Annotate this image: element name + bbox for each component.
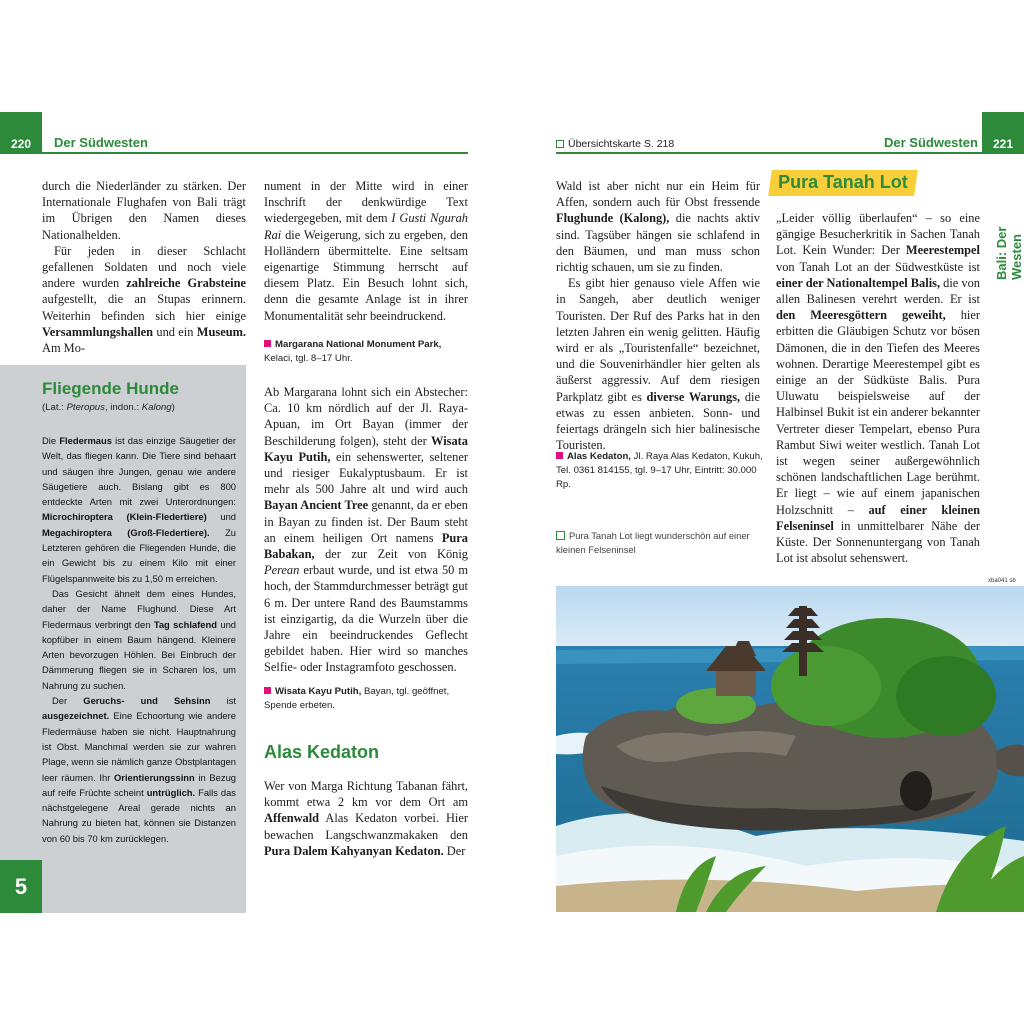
info-name: Alas Kedaton, [567, 451, 631, 462]
paragraph: Wer von Marga Richtung Tabanan fährt, kommt etwa 2 km vor dem Ort am Affenwald Alas Kedaton vorbei. Hier bewachen Langschwanzmakaken den Pura Dalem Kahyanyan Kedaton. Der [264, 779, 468, 858]
paragraph: „Leider völlig überlaufen“ – so eine gängige Besucherkritik in Sachen Tanah Lot. Kein Wunder: Der Meerestempel von Tanah Lot an der Südwestküste ist einer der Nationaltempel Balis, die von allen Balinesen verehrt werden. Er ist den Meeresgöttern geweiht, hier erbitten die Gläubigen Schutz vor bösen Dämonen, die in den Tiefen des Meeres wohnen. Derartige Meerestempel gibt es einige an der Südküste Balis. Pura Uluwatu beispielsweise auf der Halbinsel Bukit ist ein anderer bekannter Vertreter dieser Tempelart, ebenso Pura Rambut Siwi weiter westlich. Tanah Lot ist wegen seiner außergewöhnlich schönen landschaftlichen Lage berühmt. Er liegt – wie auf einem japanischen Holzschnitt – auf einer kleinen Felseninsel in unmittelbarer Nähe der Küste. Der Sonnenuntergang von Tanah Lot ist absolut sehenswert. [776, 211, 980, 566]
box-body [42, 433, 236, 846]
paragraph: durch die Niederländer zu stärken. Der Internationale Flughafen von Bali trägt im Übrigen den Namen dieses Nationalhelden. [42, 179, 246, 242]
info-alas-kedaton [556, 450, 764, 492]
right-col2-text [776, 210, 980, 566]
info-details: Jl. Raya Alas Kedaton, Kukuh, Tel. 0361 814155, tgl. 9–17 Uhr, Eintritt: 30.000 Rp. [556, 451, 763, 490]
side-section-tab: Bali: Der Westen [994, 226, 1024, 280]
left-col2-text-3 [264, 778, 468, 859]
page-number-right [982, 112, 1024, 154]
cave-opening [900, 771, 932, 811]
photo-tanah-lot [556, 586, 1024, 912]
info-margarana [264, 338, 468, 366]
photo-credit: xba041 sb [988, 578, 1016, 584]
info-name: Margarana National Monument Park, [275, 339, 442, 350]
header-rule-left [42, 152, 468, 154]
info-marker-icon [264, 687, 271, 694]
highlight-heading-text: Pura Tanah Lot [778, 172, 908, 192]
page-number-right-text: 221 [992, 137, 1014, 151]
box-paragraph: Der Geruchs- und Sehsinn ist ausgezeichnet. Eine Echoortung wie andere Fledermäuse haben sie nicht. Hauptnahrung ist Obst. Manchmal werden sie zur wahren Plage, wenn sie nämlich ganze Obstplantagen leer räumen. Ihr Orientierungssinn in Bezug auf reife Früchte scheint untrüglich. Falls das nächstgelegene Areal gerade nichts an Nahrung zu bieten hat, können sie Distanzen von 60 bis 70 km zurücklegen. [42, 695, 237, 844]
left-col2-text-2 [264, 384, 468, 676]
caption-arrow-icon [556, 531, 565, 540]
page-number-left [0, 112, 42, 154]
map-icon [556, 140, 564, 148]
highlight-heading-tanah-lot [768, 170, 917, 196]
left-col1-text [42, 178, 246, 356]
photo-caption [556, 529, 756, 557]
tree-canopy-3 [896, 656, 996, 736]
right-col1-text [556, 178, 760, 453]
box-title: Fliegende Hunde [42, 379, 179, 398]
info-box-flying-foxes [0, 365, 246, 913]
box-subtitle: (Lat.: Pteropus, indon.: Kalong) [42, 402, 175, 413]
paragraph: Für jeden in dieser Schlacht gefallenen Soldaten und noch viele andere wurden zahlreiche Grabsteine aufgestellt, die an Stupas erinnern. Weiterhin befinden sich hier einige Versammlungshallen und ein Museum. Am Mo- [42, 243, 246, 356]
page-number-left-text: 220 [10, 137, 32, 151]
chapter-number: 5 [14, 873, 28, 899]
header-title-right: Der Südwesten [884, 135, 978, 150]
paragraph: Ab Margarana lohnt sich ein Abstecher: Ca. 10 km nördlich auf der Jl. Raya-Apuan, im Ort Bayan (immer der Beschilderung folgen), steht der Wisata Kayu Putih, ein sehenswerter, seltener und riesiger Eukalyptusbaum. Er ist mehr als 500 Jahre alt und wird auch Bayan Ancient Tree genannt, da er eben in Bayan zu finden ist. Der Baum steht an einem heiligen Ort namens Pura Babakan, der zur Zeit von König Perean erbaut wurde, und ist etwa 50 m hoch, der Stammdurchmesser beträgt gut 6 m. Der untere Rand des Baumstamms ist einzigartig, da die Wurzeln über die Jahre ein beeindruckendes Geflecht gebildet haben. Hier wird so manches Selfie- oder Instagramfoto geschossen. [264, 385, 468, 675]
left-col2-text [264, 178, 468, 324]
box-paragraph: Das Gesicht ähnelt dem eines Hundes, daher der Name Flughund. Diese Art Fledermaus verbringt den Tag schlafend und kopfüber in einem Baum hängend. Kleinere Arten bevorzugen Höhlen. Bei Einbruch der Dämmerung fliegen sie in Scharen los, um Nahrung zu suchen. [42, 587, 236, 691]
info-details: Kelaci, tgl. 8–17 Uhr. [264, 353, 353, 364]
paragraph: Es gibt hier genauso viele Affen wie in Sangeh, aber deutlich weniger Touristen. Der Ruf des Parks hat in den letzten Jahren ein wenig gelitten. Häufig wird er als „Touristenfalle“ bezeichnet, und die Souvenirhändler hier gelten als äußerst aggressiv. Auf dem riesigen Parkplatz gibt es diverse Warungs, die etwas zu essen anbieten. Sonn- und feiertags drängeln sich hier balinesische Touristen. [556, 276, 760, 453]
chapter-tab [0, 860, 42, 913]
info-wisata-kayu-putih [264, 685, 468, 713]
header-rule-right [556, 152, 982, 154]
paragraph: nument in der Mitte wird in einer Inschrift der denkwürdige Text wiedergegeben, mit dem I Gusti Ngurah Rai die Weigerung, sich zu ergeben, den Holländern übermittelte. Eine seltsam eigenartige Stimmung herrscht auf diesem Platz. Ein Besuch lohnt sich, denn die gesamte Anlage ist in ihrer Monumentalität sehr beeindruckend. [264, 179, 469, 323]
info-name: Wisata Kayu Putih, [275, 686, 362, 697]
photo-caption-text: Pura Tanah Lot liegt wunderschön auf einer kleinen Felseninsel [556, 530, 750, 555]
info-marker-icon [556, 452, 563, 459]
map-reference-text: Übersichtskarte S. 218 [568, 138, 675, 150]
box-paragraph: Die Fledermaus ist das einzige Säugetier der Welt, das fliegen kann. Die Tiere sind behaart und säugen ihre Jungen, genau wie andere Säugetiere auch. Bislang gibt es 800 entdeckte Arten mit zwei Unterordnungen: Microchiroptera (Klein-Fledertiere) und Megachiroptera (Groß-Fledertiere). Zu Letzteren gehören die Fliegenden Hunde, die ein Gewicht bis zu einem Kilo mit einer Flügelspannweite bis zu 1,50 m erreichen. [42, 435, 237, 584]
tree-canopy-2 [771, 646, 881, 726]
info-marker-icon [264, 340, 271, 347]
info-details: Bayan, tgl. geöffnet, Spende erbeten. [264, 686, 450, 711]
map-reference [556, 138, 674, 150]
section-heading-alas-kedaton: Alas Kedaton [264, 742, 380, 762]
header-title-left: Der Südwesten [54, 135, 148, 150]
paragraph: Wald ist aber nicht nur ein Heim für Affen, sondern auch für Obst fressende Flughunde (Kalong), die nachts aktiv sind. Tagsüber hängen sie schlafend in den Bäumen, und man muss schon richtig schauen, um sie zu finden. [556, 179, 760, 275]
